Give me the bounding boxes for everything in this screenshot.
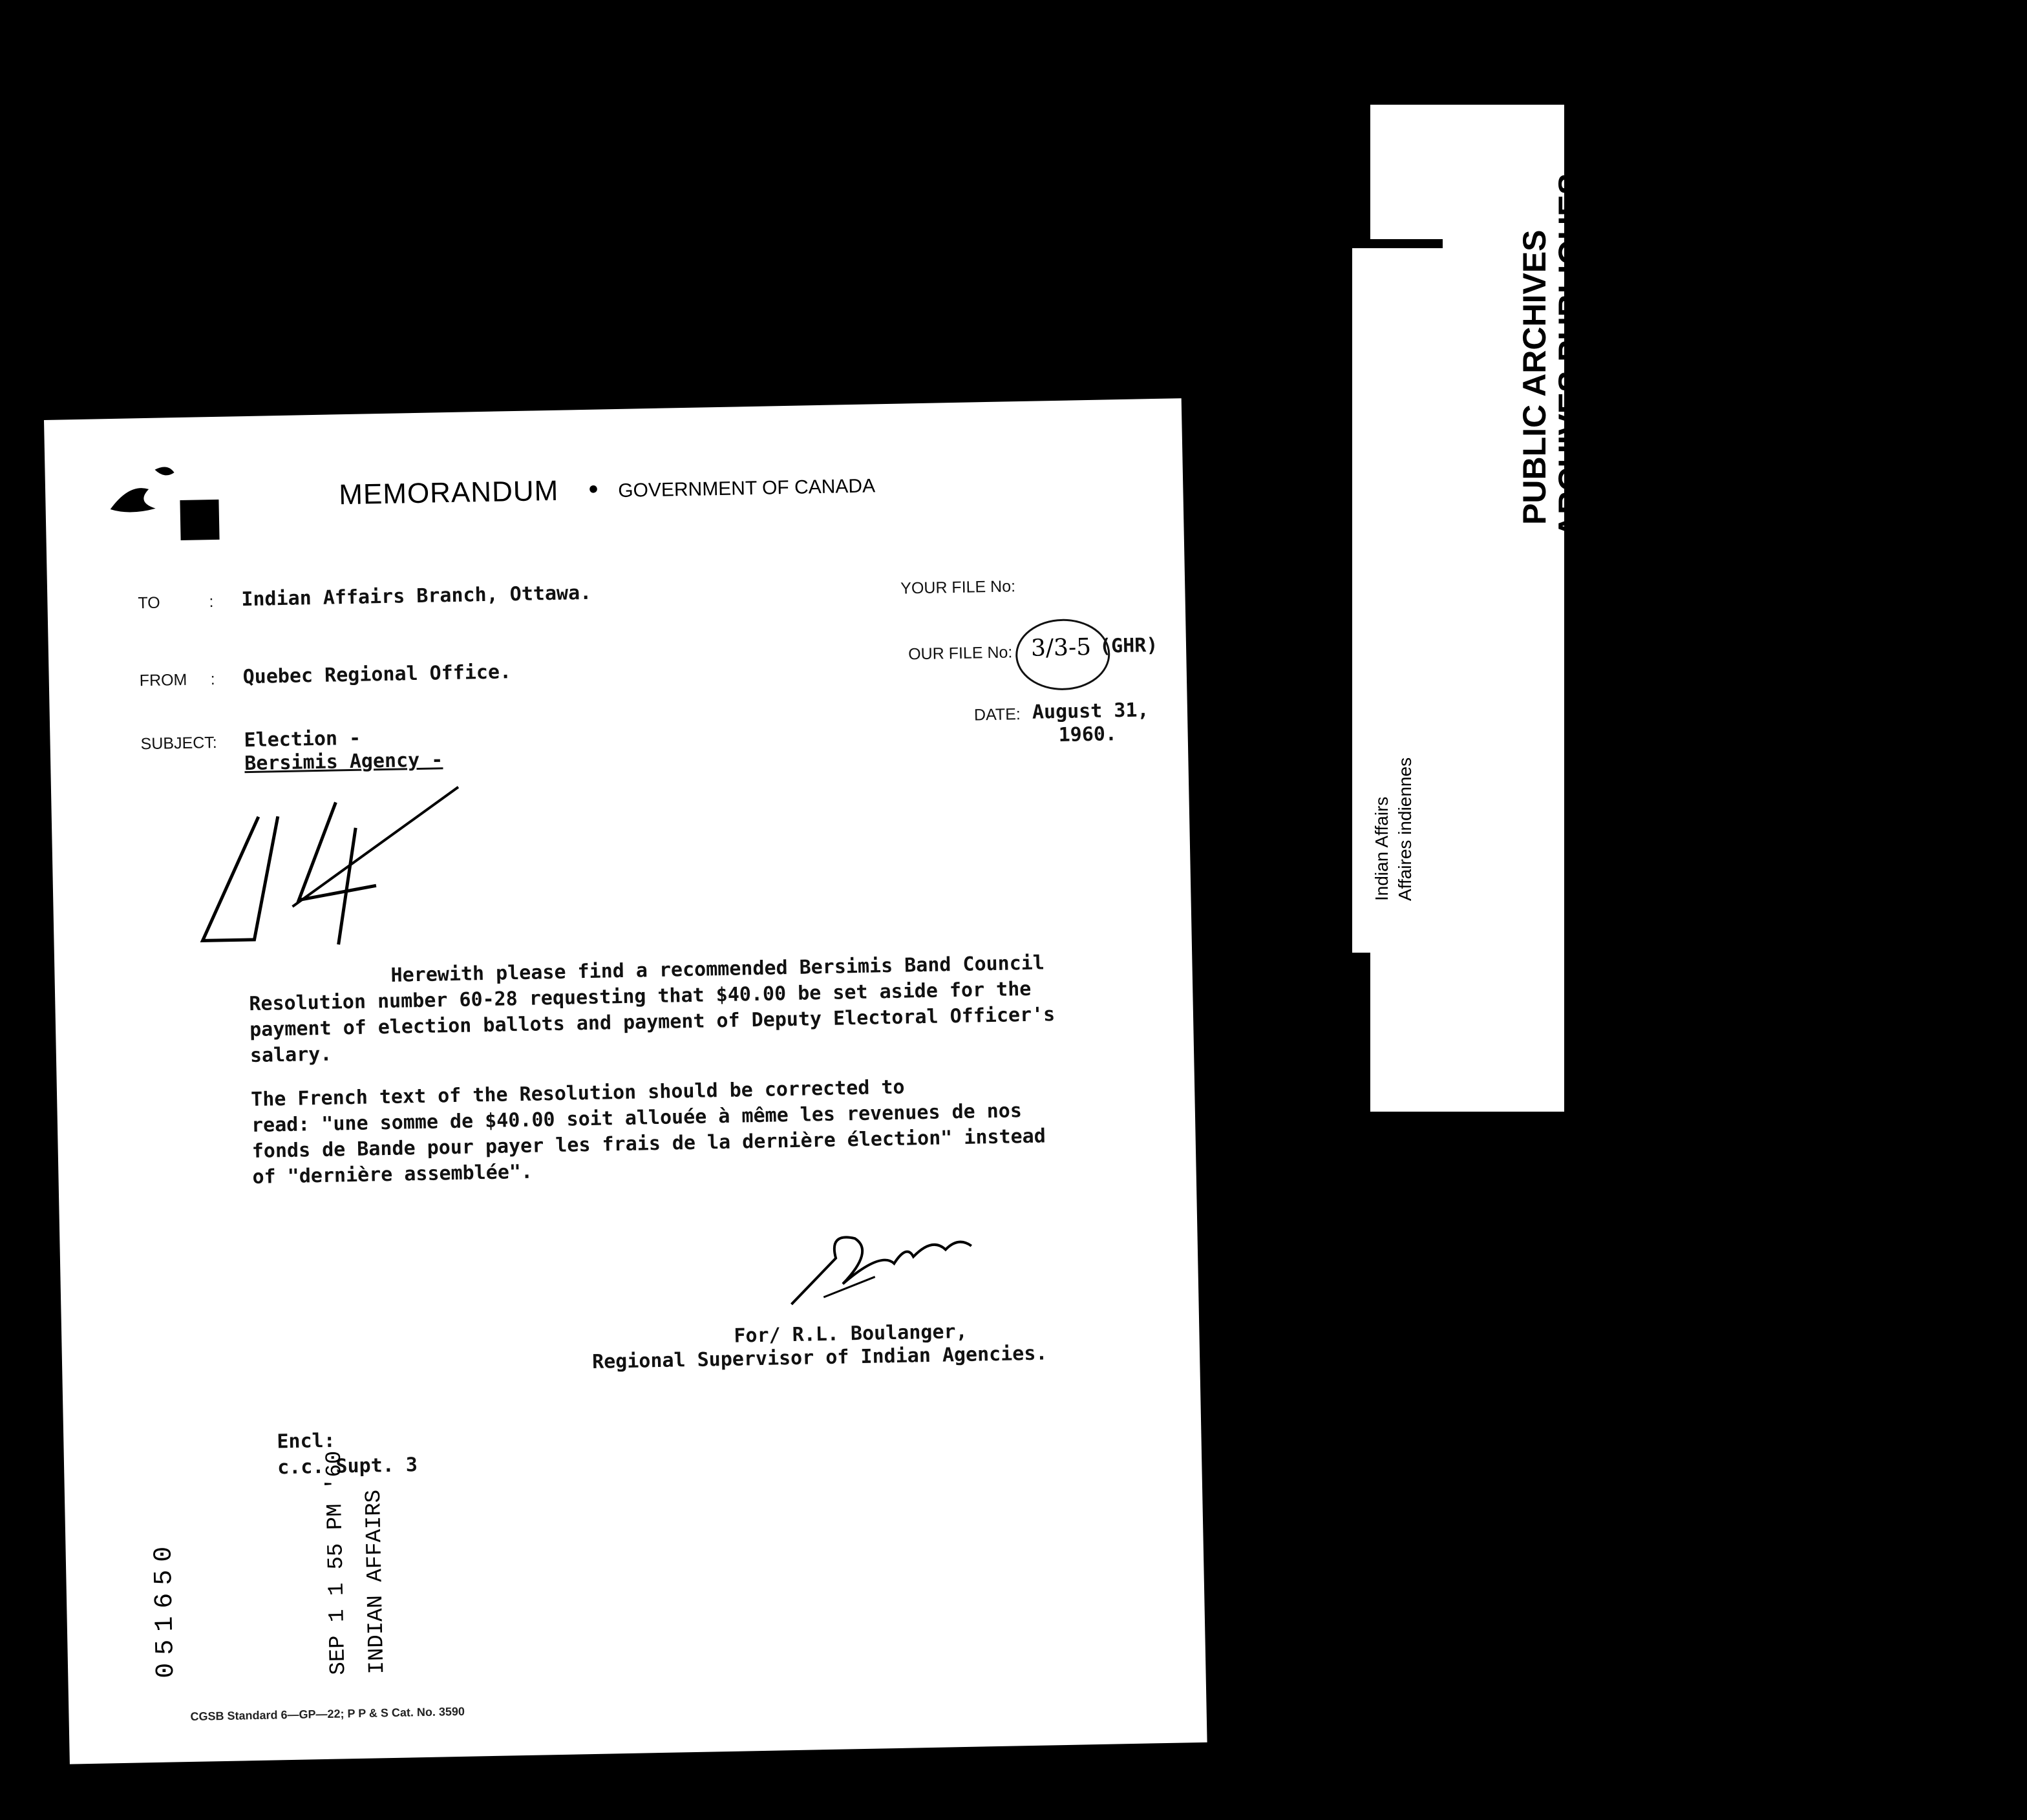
archive-country: CANADA [1578,359,1614,499]
archive-name-fr: ARCHIVES PUBLIQUES [1552,173,1588,538]
sign-line-2: Regional Supervisor of Indian Agencies. [591,1342,1048,1373]
department-en: Indian Affairs [1372,796,1392,901]
issuer-name: GOVERNMENT OF CANADA [617,475,876,502]
your-file-label: YOUR FILE No: [900,577,1016,598]
from-colon: : [210,670,215,689]
title-bullet: • [585,475,602,505]
archive-name-en: PUBLIC ARCHIVES [1516,229,1553,525]
stamp-department: INDIAN AFFAIRS [361,1489,390,1675]
from-label: FROM [139,670,187,690]
our-file-label: OUR FILE No: [907,643,1013,664]
sign-line-1: For/ R.L. Boulanger, [734,1320,968,1348]
subject-line-2: Bersimis Agency - [244,748,443,776]
stamp-number: 051650 [149,1538,182,1679]
handwritten-mark [180,774,481,954]
enclosure-label: Encl: [277,1429,336,1454]
paragraph-1: Herewith please find a recommended Bersimis Band Council Resolution number 60-28 requesting that $40.00 be set aside for the payment of election ballots and payment of Deputy Electoral Officer's salary. [249,951,1056,1068]
department-fr: Affaires indiennes [1395,757,1415,901]
ink-blot-icon [83,449,240,562]
form-footer: CGSB Standard 6—GP—22; P P & S Cat. No. 3590 [190,1704,465,1724]
date-line-2: 1960. [1058,723,1118,746]
to-colon: : [209,593,214,611]
archive-tab-front [1352,239,1443,953]
our-file-value: 3/3-5 [1030,633,1092,662]
our-file-suffix: (GHR) [1099,633,1158,658]
to-value: Indian Affairs Branch, Ottawa. [241,581,592,611]
to-label: TO [138,593,160,613]
subject-line-1: Election - [244,726,361,752]
date-label: DATE: [973,705,1021,725]
signature [783,1211,979,1324]
from-value: Quebec Regional Office. [242,661,512,689]
date-line-1: August 31, [1032,699,1149,724]
subject-label: SUBJECT: [140,733,217,754]
stamp-date: SEP 1 1 55 PM '60 [322,1450,352,1675]
carbon-copy: c.c. Supt. 3 [277,1454,418,1479]
paragraph-2: The French text of the Resolution should be corrected to read: "une somme de $40.00 soit allouée à même les revenues de nos fonds de Bande pour payer les frais de la dernière élection" instead of "dernière assemblée". [250,1075,1046,1189]
memo-title: MEMORANDUM [338,474,559,511]
memo-sheet [44,398,1207,1764]
